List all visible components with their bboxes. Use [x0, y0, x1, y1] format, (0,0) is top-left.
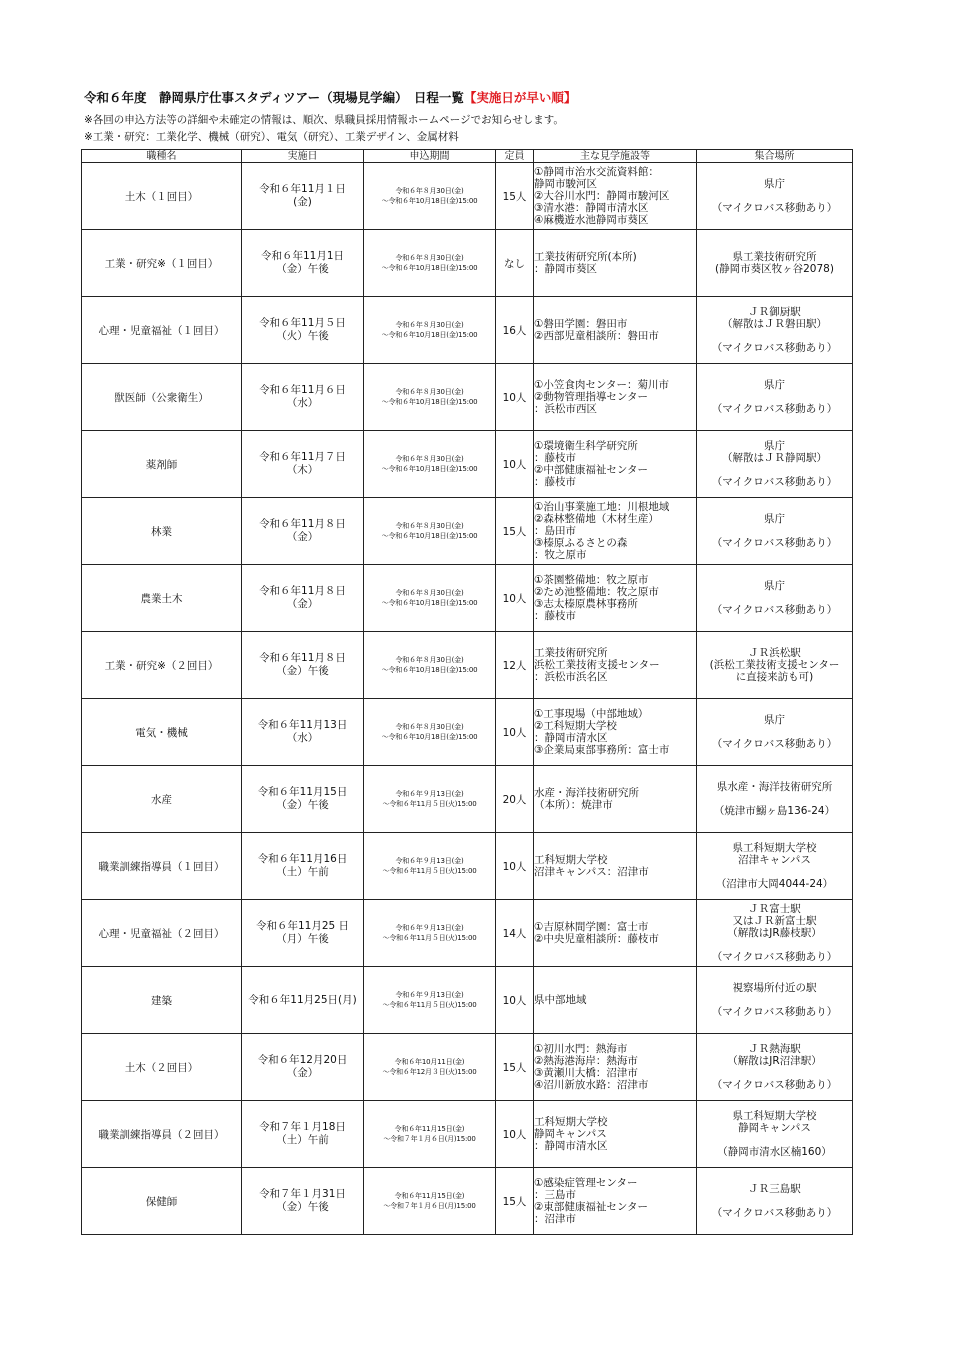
meeting-place-cell	[697, 900, 853, 967]
meeting-line	[697, 391, 852, 403]
facilities-cell	[534, 967, 697, 1034]
date-cell	[242, 1101, 364, 1168]
meeting-line: （マイクロバス移動あり）	[711, 537, 838, 549]
application-period-cell	[364, 297, 496, 364]
facilities-cell	[534, 431, 697, 498]
facility-line: ②大谷川水門：静岡市駿河区	[534, 190, 670, 202]
note-industry-research: ※工業・研究：工業化学、機械（研究）、電気（研究）、工業デザイン、金属材料	[84, 131, 459, 143]
date-line: (金)	[293, 196, 312, 208]
date-line: （土）午前	[276, 1134, 329, 1146]
job-title-cell: 工業・研究※（２回目）	[82, 632, 242, 699]
meeting-line: 県工科短期大学校	[732, 1110, 817, 1122]
meeting-line: 県庁	[764, 440, 785, 452]
meeting-line: 県庁	[764, 178, 785, 190]
period-line: ～令和６年11月５日(火)15:00	[382, 867, 477, 875]
facility-line: ①環境衛生科学研究所	[534, 440, 638, 452]
date-line: 令和６年11月25日(月)	[248, 993, 357, 1006]
date-line: 令和６年11月８日	[259, 585, 346, 597]
meeting-place-cell	[697, 431, 853, 498]
capacity-cell: 10人	[496, 431, 534, 498]
date-line: （金）午後	[276, 263, 329, 275]
date-cell	[242, 967, 364, 1034]
capacity-cell: 16人	[496, 297, 534, 364]
meeting-line: （マイクロバス移動あり）	[711, 202, 838, 214]
date-line: 令和６年11月８日	[259, 652, 346, 664]
capacity-cell: なし	[496, 230, 534, 297]
period-line: ～令和６年11月５日(火)15:00	[382, 1001, 477, 1009]
period-line: 令和６年10月11日(金)	[394, 1058, 465, 1066]
header-date: 実施日	[242, 150, 364, 163]
meeting-line: ＪＲ御厨駅	[748, 306, 801, 318]
meeting-line: （解散はＪＲ磐田駅）	[722, 318, 827, 330]
job-title-cell: 薬剤師	[82, 431, 242, 498]
period-line: 令和６年８月30日(金)	[395, 455, 464, 463]
date-cell	[242, 833, 364, 900]
job-title-cell: 心理・児童福祉（２回目）	[82, 900, 242, 967]
meeting-line: 視察場所付近の駅	[732, 982, 817, 994]
period-line: ～令和７年１月６日(月)15:00	[383, 1202, 476, 1210]
table-row	[82, 1034, 853, 1101]
date-line: 令和６年12月20日	[257, 1054, 348, 1066]
date-line: 令和６年11月1日	[260, 250, 345, 262]
header-meeting: 集合場所	[697, 150, 853, 163]
date-cell	[242, 1168, 364, 1235]
period-line: ～令和６年10月18日(金)15:00	[381, 532, 478, 540]
meeting-line	[697, 330, 852, 342]
application-period-cell	[364, 833, 496, 900]
facilities-cell	[534, 163, 697, 230]
period-line: 令和６年８月30日(金)	[395, 187, 464, 195]
meeting-line: ＪＲ熱海駅	[748, 1043, 801, 1055]
date-line: 令和７年１月18日	[259, 1121, 346, 1133]
meeting-line: 県工業技術研究所	[732, 251, 817, 263]
meeting-place-cell	[697, 766, 853, 833]
meeting-line: （マイクロバス移動あり）	[711, 951, 838, 963]
facility-line: 工業技術研究所(本所)	[534, 251, 637, 263]
job-title-cell: 職業訓練指導員（２回目）	[82, 1101, 242, 1168]
facility-line: ①初川水門：熱海市	[534, 1043, 628, 1055]
meeting-place-cell	[697, 498, 853, 565]
job-title-cell: 職業訓練指導員（１回目）	[82, 833, 242, 900]
meeting-line: 沼津キャンパス	[738, 854, 811, 866]
meeting-line	[697, 190, 852, 202]
capacity-cell: 12人	[496, 632, 534, 699]
period-line: 令和６年９月13日(金)	[395, 924, 464, 932]
capacity-cell: 15人	[496, 498, 534, 565]
date-cell	[242, 565, 364, 632]
facility-line: ②工科短期大学校	[534, 720, 617, 732]
facility-line: ②森林整備地（木材生産）	[534, 513, 659, 525]
meeting-line	[697, 726, 852, 738]
date-cell	[242, 163, 364, 230]
meeting-line: 又はＪＲ新富士駅	[732, 915, 817, 927]
schedule-table	[81, 149, 853, 1235]
facility-line: ：静岡市清水区	[534, 732, 608, 744]
period-line: ～令和６年10月18日(金)15:00	[381, 264, 478, 272]
period-line: 令和６年８月30日(金)	[395, 723, 464, 731]
facility-line: 静岡キャンパス	[534, 1128, 607, 1140]
facility-line: 県中部地域	[534, 994, 587, 1006]
date-cell	[242, 766, 364, 833]
date-cell	[242, 699, 364, 766]
facility-line: ①吉原林間学園：富士市	[534, 921, 649, 933]
date-cell	[242, 431, 364, 498]
facility-line: ：静岡市清水区	[534, 1140, 608, 1152]
date-cell	[242, 632, 364, 699]
meeting-line: （静岡市清水区楠160）	[717, 1146, 832, 1158]
facility-line: ：浜松市浜名区	[534, 671, 608, 683]
meeting-line: （マイクロバス移動あり）	[711, 604, 838, 616]
table-row	[82, 565, 853, 632]
facilities-cell	[534, 900, 697, 967]
meeting-place-cell	[697, 565, 853, 632]
date-line: 令和６年11月８日	[259, 518, 346, 530]
period-line: ～令和６年10月18日(金)15:00	[381, 465, 478, 473]
meeting-line: 県水産・海洋技術研究所	[716, 781, 833, 793]
meeting-place-cell	[697, 699, 853, 766]
meeting-place-cell	[697, 297, 853, 364]
period-line: 令和６年８月30日(金)	[395, 589, 464, 597]
meeting-line: ＪＲ富士駅	[748, 903, 801, 915]
date-cell	[242, 297, 364, 364]
facility-line: 静岡市駿河区	[534, 178, 597, 190]
facilities-cell	[534, 1034, 697, 1101]
facilities-cell	[534, 230, 697, 297]
job-title-cell: 工業・研究※（１回目）	[82, 230, 242, 297]
meeting-line: （マイクロバス移動あり）	[711, 342, 838, 354]
meeting-line	[697, 1134, 852, 1146]
period-line: 令和６年８月30日(金)	[395, 522, 464, 530]
facility-line: ③志太榛原農林事務所	[534, 598, 638, 610]
meeting-place-cell	[697, 833, 853, 900]
meeting-line: （マイクロバス移動あり）	[711, 1006, 838, 1018]
facility-line: 工科短期大学校	[534, 1116, 608, 1128]
page-title	[84, 88, 576, 106]
meeting-line: （マイクロバス移動あり）	[711, 1207, 838, 1219]
job-title-cell: 土木（２回目）	[82, 1034, 242, 1101]
meeting-line: (静岡市葵区牧ヶ谷2078)	[715, 263, 834, 275]
meeting-line: (浜松工業技術支援センター	[709, 659, 840, 671]
application-period-cell	[364, 565, 496, 632]
meeting-place-cell	[697, 1101, 853, 1168]
table-row	[82, 1101, 853, 1168]
capacity-cell: 10人	[496, 833, 534, 900]
capacity-cell: 20人	[496, 766, 534, 833]
period-line: ～令和６年10月18日(金)15:00	[381, 599, 478, 607]
facility-line: ①感染症管理センター	[534, 1177, 638, 1189]
meeting-line	[697, 592, 852, 604]
facilities-cell	[534, 833, 697, 900]
table-row	[82, 833, 853, 900]
date-line: （金）午後	[276, 1201, 329, 1213]
meeting-line	[697, 525, 852, 537]
period-line: ～令和６年12月３日(火)15:00	[382, 1068, 477, 1076]
capacity-cell: 10人	[496, 565, 534, 632]
facility-line: ：藤枝市	[534, 476, 576, 488]
header-job: 職種名	[82, 150, 242, 163]
date-line: （月）午後	[276, 933, 329, 945]
date-line: 令和６年11月16日	[257, 853, 348, 865]
capacity-cell: 10人	[496, 967, 534, 1034]
application-period-cell	[364, 900, 496, 967]
meeting-line: （解散はJR沼津駅）	[727, 1055, 822, 1067]
table-row	[82, 230, 853, 297]
meeting-line	[697, 1195, 852, 1207]
date-line: （土）午前	[276, 866, 329, 878]
facility-line: ②中央児童相談所：藤枝市	[534, 933, 659, 945]
application-period-cell	[364, 163, 496, 230]
title-main: 令和６年度 静岡県庁仕事スタディツアー（現場見学編） 日程一覧	[84, 90, 464, 105]
facilities-cell	[534, 1101, 697, 1168]
facility-line: ：静岡市葵区	[534, 263, 597, 275]
capacity-cell: 14人	[496, 900, 534, 967]
meeting-line: （マイクロバス移動あり）	[711, 476, 838, 488]
meeting-line	[697, 1067, 852, 1079]
meeting-place-cell	[697, 163, 853, 230]
date-line: （火）午後	[276, 330, 329, 342]
job-title-cell: 電気・機械	[82, 699, 242, 766]
table-header-row	[82, 150, 853, 163]
date-cell	[242, 364, 364, 431]
date-line: （水）	[286, 732, 319, 744]
facility-line: 工科短期大学校	[534, 854, 608, 866]
period-line: 令和６年９月13日(金)	[395, 991, 464, 999]
facility-line: （本所）：焼津市	[534, 799, 613, 811]
period-line: ～令和６年10月18日(金)15:00	[381, 197, 478, 205]
date-cell	[242, 498, 364, 565]
job-title-cell: 農業土木	[82, 565, 242, 632]
facility-line: ③榛原ふるさとの森	[534, 537, 628, 549]
facility-line: ：牧之原市	[534, 549, 587, 561]
facility-line: ：藤枝市	[534, 610, 576, 622]
meeting-line	[697, 793, 852, 805]
facility-line: 沼津キャンパス：沼津市	[534, 866, 649, 878]
facilities-cell	[534, 498, 697, 565]
period-line: ～令和６年10月18日(金)15:00	[381, 331, 478, 339]
meeting-line: （解散はＪＲ静岡駅）	[722, 452, 827, 464]
meeting-line	[697, 994, 852, 1006]
capacity-cell: 15人	[496, 163, 534, 230]
job-title-cell: 獣医師（公衆衛生）	[82, 364, 242, 431]
job-title-cell: 保健師	[82, 1168, 242, 1235]
facility-line: ②熱海港海岸：熱海市	[534, 1055, 638, 1067]
table-row	[82, 766, 853, 833]
facility-line: ：藤枝市	[534, 452, 576, 464]
note-application-info: ※各回の申込方法等の詳細や未確定の情報は、順次、県職員採用情報ホームページでお知らせします。	[84, 114, 564, 126]
meeting-line: （解散はJR藤枝駅）	[727, 927, 822, 939]
date-line: （金）	[286, 531, 319, 543]
table-row	[82, 364, 853, 431]
application-period-cell	[364, 1034, 496, 1101]
application-period-cell	[364, 230, 496, 297]
period-line: ～令和６年11月５日(火)15:00	[382, 800, 477, 808]
meeting-place-cell	[697, 230, 853, 297]
facility-line: ④沼川新放水路：沼津市	[534, 1079, 649, 1091]
facility-line: ③企業局東部事務所：富士市	[534, 744, 670, 756]
facility-line: ②東部健康福祉センター	[534, 1201, 648, 1213]
capacity-cell: 15人	[496, 1034, 534, 1101]
period-line: 令和６年９月13日(金)	[395, 790, 464, 798]
facility-line: ①静岡市治水交流資料館：	[534, 166, 659, 178]
meeting-place-cell	[697, 364, 853, 431]
meeting-line: （焼津市鰯ヶ島136-24）	[713, 805, 836, 817]
facility-line: ：島田市	[534, 525, 576, 537]
meeting-place-cell	[697, 632, 853, 699]
date-line: （木）	[286, 464, 319, 476]
application-period-cell	[364, 632, 496, 699]
table-row	[82, 967, 853, 1034]
date-line: （水）	[286, 397, 319, 409]
date-line: （金）	[286, 1067, 319, 1079]
capacity-cell: 15人	[496, 1168, 534, 1235]
date-line: 令和６年11月７日	[259, 451, 346, 463]
application-period-cell	[364, 967, 496, 1034]
capacity-cell: 10人	[496, 1101, 534, 1168]
job-title-cell: 建築	[82, 967, 242, 1034]
date-line: 令和６年11月１日	[259, 183, 346, 195]
meeting-line	[697, 464, 852, 476]
date-line: （金）	[286, 598, 319, 610]
facility-line: 水産・海洋技術研究所	[534, 787, 639, 799]
meeting-line: 県庁	[764, 379, 785, 391]
table-row	[82, 699, 853, 766]
meeting-line: 県庁	[764, 714, 785, 726]
facility-line: ④麻機遊水池静岡市葵区	[534, 214, 649, 226]
application-period-cell	[364, 766, 496, 833]
period-line: 令和６年11月15日(金)	[394, 1192, 465, 1200]
facility-line: ：三島市	[534, 1189, 576, 1201]
date-cell	[242, 900, 364, 967]
date-line: 令和６年11月６日	[259, 384, 346, 396]
facilities-cell	[534, 632, 697, 699]
facilities-cell	[534, 1168, 697, 1235]
meeting-line: 県庁	[764, 580, 785, 592]
meeting-place-cell	[697, 1168, 853, 1235]
capacity-cell: 10人	[496, 364, 534, 431]
facilities-cell	[534, 364, 697, 431]
date-line: 令和６年11月15日	[257, 786, 348, 798]
meeting-line: 静岡キャンパス	[738, 1122, 811, 1134]
header-period: 申込期間	[364, 150, 496, 163]
period-line: ～令和６年10月18日(金)15:00	[381, 398, 478, 406]
period-line: 令和６年８月30日(金)	[395, 388, 464, 396]
facility-line: ①治山事業施工地：川根地域	[534, 501, 670, 513]
job-title-cell: 水産	[82, 766, 242, 833]
job-title-cell: 林業	[82, 498, 242, 565]
meeting-place-cell	[697, 967, 853, 1034]
facilities-cell	[534, 297, 697, 364]
period-line: 令和６年９月13日(金)	[395, 857, 464, 865]
meeting-place-cell	[697, 1034, 853, 1101]
facility-line: ②中部健康福祉センター	[534, 464, 648, 476]
meeting-line: （マイクロバス移動あり）	[711, 403, 838, 415]
application-period-cell	[364, 1101, 496, 1168]
facility-line: 工業技術研究所	[534, 647, 608, 659]
header-facilities: 主な見学施設等	[534, 150, 697, 163]
meeting-line: ＪＲ三島駅	[748, 1183, 801, 1195]
period-line: ～令和６年10月18日(金)15:00	[381, 666, 478, 674]
facility-line: ①茶園整備地：牧之原市	[534, 574, 649, 586]
meeting-line: （マイクロバス移動あり）	[711, 738, 838, 750]
application-period-cell	[364, 431, 496, 498]
period-line: 令和６年８月30日(金)	[395, 656, 464, 664]
application-period-cell	[364, 699, 496, 766]
period-line: 令和６年11月15日(金)	[394, 1125, 465, 1133]
application-period-cell	[364, 364, 496, 431]
facility-line: ①磐田学園：磐田市	[534, 318, 628, 330]
date-line: 令和６年11月５日	[259, 317, 346, 329]
application-period-cell	[364, 1168, 496, 1235]
table-row	[82, 498, 853, 565]
table-row	[82, 297, 853, 364]
meeting-line	[697, 939, 852, 951]
table-row	[82, 431, 853, 498]
capacity-cell: 10人	[496, 699, 534, 766]
meeting-line: 県庁	[764, 513, 785, 525]
period-line: 令和６年８月30日(金)	[395, 321, 464, 329]
header-capacity: 定員	[496, 150, 534, 163]
meeting-line: （マイクロバス移動あり）	[711, 1079, 838, 1091]
meeting-line: （沼津市大岡4044-24）	[715, 878, 834, 890]
table-row	[82, 900, 853, 967]
facility-line: ①小笠食肉センター：菊川市	[534, 379, 669, 391]
date-cell	[242, 1034, 364, 1101]
meeting-line: に直接来訪も可)	[735, 671, 814, 683]
facility-line: ：沼津市	[534, 1213, 576, 1225]
facility-line: ③清水港：静岡市清水区	[534, 202, 649, 214]
facility-line: ③黄瀬川大橋：沼津市	[534, 1067, 638, 1079]
table-row	[82, 163, 853, 230]
job-title-cell: 土木（１回目）	[82, 163, 242, 230]
date-line: 令和７年１月31日	[259, 1188, 346, 1200]
date-line: （金）午後	[276, 665, 329, 677]
facility-line: 浜松工業技術支援センター	[534, 659, 660, 671]
date-line: 令和６年11月25 日	[255, 920, 350, 932]
facility-line: ②ため池整備地：牧之原市	[534, 586, 659, 598]
title-highlight: 【実施日が早い順】	[463, 90, 577, 105]
facilities-cell	[534, 565, 697, 632]
date-line: （金）午後	[276, 799, 329, 811]
period-line: ～令和６年11月５日(火)15:00	[382, 934, 477, 942]
facility-line: ①工事現場（中部地域）	[534, 708, 649, 720]
facilities-cell	[534, 699, 697, 766]
meeting-line: 県工科短期大学校	[732, 842, 817, 854]
table-row	[82, 632, 853, 699]
date-line: 令和６年11月13日	[257, 719, 348, 731]
meeting-line: ＪＲ浜松駅	[748, 647, 801, 659]
facility-line: ②西部児童相談所：磐田市	[534, 330, 659, 342]
table-row	[82, 1168, 853, 1235]
facility-line: ：浜松市西区	[534, 403, 597, 415]
facility-line: ②動物管理指導センター	[534, 391, 648, 403]
application-period-cell	[364, 498, 496, 565]
period-line: 令和６年８月30日(金)	[395, 254, 464, 262]
period-line: ～令和６年10月18日(金)15:00	[381, 733, 478, 741]
facilities-cell	[534, 766, 697, 833]
period-line: ～令和７年１月６日(月)15:00	[383, 1135, 476, 1143]
meeting-line	[697, 866, 852, 878]
job-title-cell: 心理・児童福祉（１回目）	[82, 297, 242, 364]
date-cell	[242, 230, 364, 297]
